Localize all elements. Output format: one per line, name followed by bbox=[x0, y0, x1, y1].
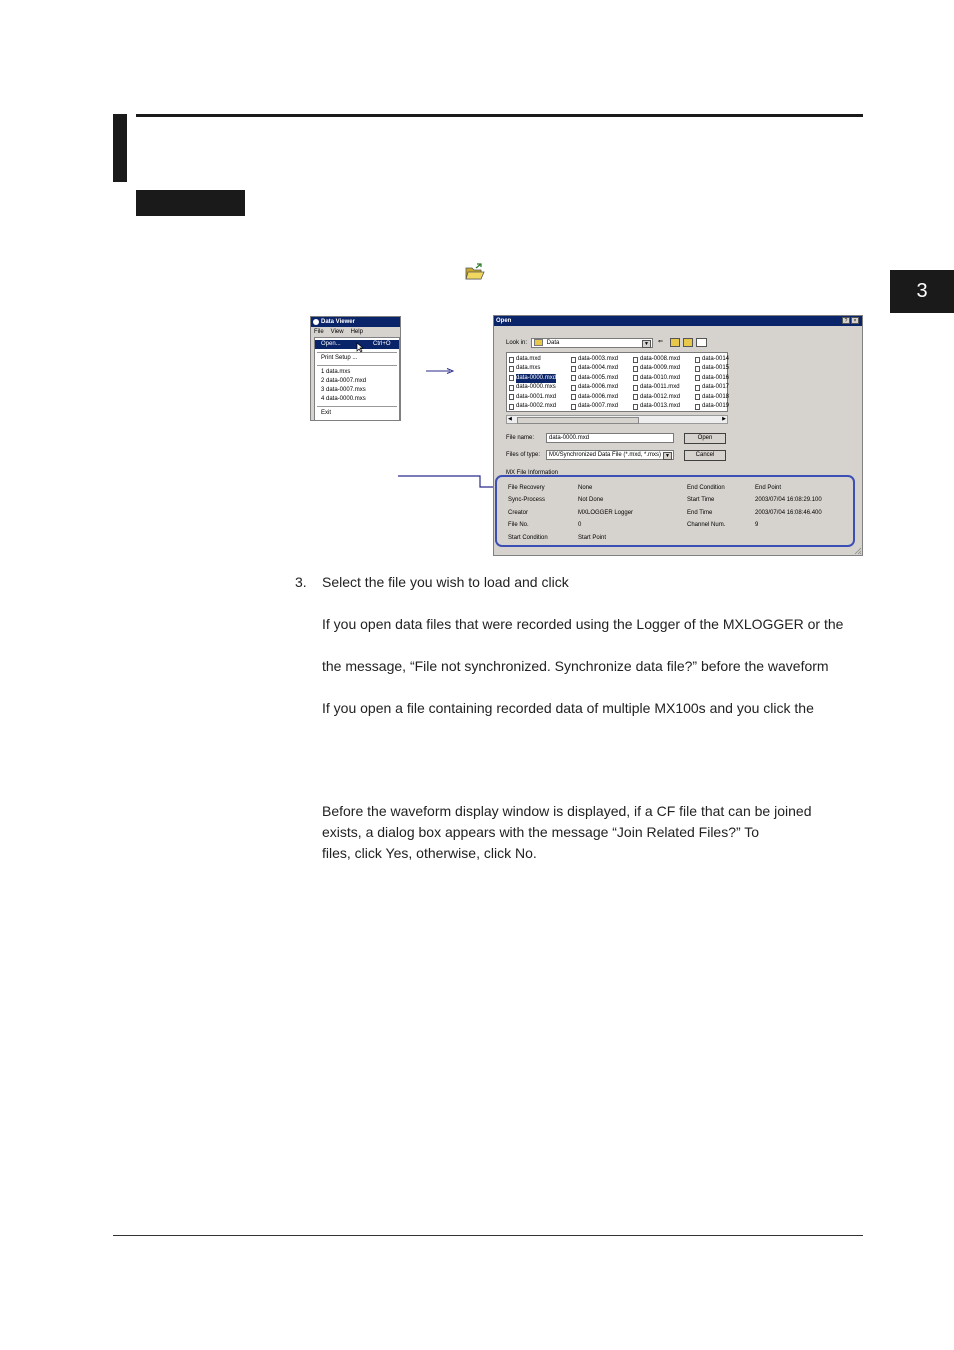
list-item[interactable]: data.mxs bbox=[509, 364, 556, 373]
info-label: File No. bbox=[508, 522, 529, 528]
info-value: Not Done bbox=[578, 497, 604, 503]
file-column-4 bbox=[695, 355, 729, 411]
menu-item-open[interactable]: Open... Ctrl+O bbox=[315, 340, 399, 349]
view-menu-icon[interactable] bbox=[696, 338, 707, 347]
files-of-type-select[interactable]: MX/Synchronized Data File (*.mxd, *.mxs) ▼ bbox=[546, 450, 674, 460]
info-value: 9 bbox=[755, 522, 759, 528]
open-dialog-screenshot bbox=[493, 315, 863, 556]
list-item[interactable]: data-0003.mxd bbox=[571, 355, 618, 364]
close-button[interactable]: × bbox=[851, 317, 859, 324]
info-label: Start Time bbox=[687, 497, 715, 503]
list-item[interactable]: data-0005.mxd bbox=[571, 374, 618, 383]
file-icon bbox=[633, 394, 638, 400]
list-item[interactable]: data-0002.mxd bbox=[509, 402, 556, 411]
paragraph: If you open data files that were recorded using the Logger of the MXLOGGER or the bbox=[322, 616, 844, 632]
file-icon bbox=[633, 357, 638, 363]
info-label: Start Condition bbox=[508, 535, 548, 541]
file-icon bbox=[509, 385, 514, 391]
info-value: End Point bbox=[755, 485, 782, 491]
menu-file[interactable]: File bbox=[314, 329, 324, 335]
list-item[interactable]: data-0000.mxs bbox=[509, 383, 556, 392]
chevron-down-icon: ▼ bbox=[663, 452, 672, 460]
list-item[interactable]: data-0018 bbox=[695, 393, 729, 402]
info-label: Sync-Process bbox=[508, 497, 546, 503]
files-of-type-label: Files of type: bbox=[506, 452, 541, 458]
paragraph: If you open a file containing recorded data of multiple MX100s and you click the bbox=[322, 700, 814, 716]
file-icon bbox=[509, 357, 514, 363]
look-in-select[interactable]: Data ▼ bbox=[531, 338, 653, 348]
file-icon bbox=[509, 394, 514, 400]
file-icon bbox=[633, 375, 638, 381]
file-icon bbox=[695, 404, 700, 410]
scroll-thumb[interactable] bbox=[517, 417, 639, 424]
app-icon bbox=[313, 319, 319, 325]
open-folder-icon bbox=[465, 263, 485, 281]
list-item[interactable]: data-0001.mxd bbox=[509, 393, 556, 402]
menu-separator bbox=[317, 406, 397, 407]
list-item[interactable]: data-0009.mxd bbox=[633, 364, 680, 373]
dialog-title: Open bbox=[496, 318, 512, 324]
list-item[interactable]: data-0007.mxd bbox=[571, 402, 618, 411]
file-icon bbox=[695, 357, 700, 363]
list-item[interactable]: data-0017 bbox=[695, 383, 729, 392]
info-value: Start Point bbox=[578, 535, 607, 541]
menu-help[interactable]: Help bbox=[350, 329, 363, 335]
step-number: 3. bbox=[295, 574, 307, 590]
list-item[interactable]: data-0019 bbox=[695, 402, 729, 411]
list-item-selected[interactable]: data-0000.mxd bbox=[509, 374, 556, 383]
file-icon bbox=[509, 375, 514, 381]
list-item[interactable]: data-0011.mxd bbox=[633, 383, 680, 392]
paragraph: Before the waveform display window is displayed, if a CF file that can be joined bbox=[322, 803, 812, 819]
info-value: MXLOGGER Logger bbox=[578, 510, 634, 516]
info-value: 2003/07/04 16:08:46.400 bbox=[755, 510, 822, 516]
cancel-button[interactable]: Cancel bbox=[684, 450, 726, 461]
info-value: None bbox=[578, 485, 593, 491]
back-icon[interactable]: ⇐ bbox=[658, 339, 664, 345]
chevron-down-icon: ▼ bbox=[642, 340, 651, 348]
file-icon bbox=[509, 404, 514, 410]
list-item[interactable]: data-0015 bbox=[695, 364, 729, 373]
file-icon bbox=[695, 385, 700, 391]
menu-item-exit[interactable]: Exit bbox=[321, 410, 332, 416]
folder-icon bbox=[534, 339, 543, 346]
up-folder-icon[interactable] bbox=[670, 338, 680, 347]
info-value: 2003/07/04 16:08:29.100 bbox=[755, 497, 822, 503]
list-item[interactable]: data-0004.mxd bbox=[571, 364, 618, 373]
file-name-label: File name: bbox=[506, 435, 535, 441]
info-label: End Time bbox=[687, 510, 713, 516]
list-item[interactable]: data-0013.mxd bbox=[633, 402, 680, 411]
chapter-number: 3 bbox=[916, 280, 928, 302]
open-button[interactable]: Open bbox=[684, 433, 726, 444]
footer-rule bbox=[113, 1235, 863, 1236]
list-item[interactable]: data-0006.mxd bbox=[571, 393, 618, 402]
info-label: End Condition bbox=[687, 485, 725, 491]
menu-window-title: Data Viewer bbox=[311, 317, 400, 327]
list-item[interactable]: data-0016 bbox=[695, 374, 729, 383]
menu-bar bbox=[311, 327, 400, 337]
callout-line bbox=[398, 468, 498, 492]
file-icon bbox=[695, 375, 700, 381]
scroll-left-icon[interactable]: ◀ bbox=[508, 416, 512, 422]
file-list[interactable] bbox=[506, 352, 728, 412]
menu-item-print-setup[interactable]: Print Setup ... bbox=[321, 355, 358, 361]
mouse-cursor-icon bbox=[356, 342, 364, 353]
menu-separator bbox=[317, 365, 397, 366]
list-item[interactable]: data-0012.mxd bbox=[633, 393, 680, 402]
file-icon bbox=[571, 375, 576, 381]
file-icon bbox=[633, 404, 638, 410]
file-column-1 bbox=[509, 355, 556, 411]
resize-grip-icon[interactable] bbox=[854, 547, 862, 555]
data-viewer-menu-screenshot bbox=[310, 316, 401, 421]
scroll-right-icon[interactable]: ▶ bbox=[722, 416, 726, 422]
file-icon bbox=[571, 394, 576, 400]
paragraph: files, click Yes, otherwise, click No. bbox=[322, 845, 537, 861]
help-button[interactable]: ? bbox=[842, 317, 850, 324]
file-icon bbox=[571, 357, 576, 363]
menu-item-recent-1[interactable]: 1 data.mxs bbox=[321, 369, 351, 375]
section-marker-bar bbox=[113, 114, 127, 182]
list-item[interactable]: data-0014 bbox=[695, 355, 729, 364]
new-folder-icon[interactable] bbox=[683, 338, 693, 347]
file-icon bbox=[571, 366, 576, 372]
file-icon bbox=[571, 385, 576, 391]
info-label: Channel Num. bbox=[687, 522, 726, 528]
file-column-2 bbox=[571, 355, 618, 411]
dialog-title-bar bbox=[494, 316, 862, 326]
header-rule bbox=[136, 114, 863, 117]
file-name-input[interactable]: data-0000.mxd bbox=[546, 433, 674, 443]
paragraph: the message, “File not synchronized. Synchronize data file?” before the waveform bbox=[322, 658, 829, 674]
info-group-title: MX File Information bbox=[506, 470, 559, 476]
menu-view[interactable]: View bbox=[330, 329, 344, 335]
procedure-tag-bar bbox=[136, 190, 245, 216]
file-icon bbox=[509, 366, 514, 372]
look-in-label: Look in: bbox=[506, 340, 528, 346]
menu-item-recent-3[interactable]: 3 data-0007.mxs bbox=[321, 387, 366, 393]
info-label: Creator bbox=[508, 510, 529, 516]
list-item[interactable]: data-0010.mxd bbox=[633, 374, 680, 383]
file-icon bbox=[633, 385, 638, 391]
step-3-text: Select the file you wish to load and click bbox=[322, 574, 569, 590]
chapter-tab bbox=[890, 270, 954, 313]
menu-item-recent-4[interactable]: 4 data-0000.mxs bbox=[321, 396, 366, 402]
file-info-highlight bbox=[495, 475, 855, 547]
menu-item-recent-2[interactable]: 2 data-0007.mxd bbox=[321, 378, 367, 384]
file-column-3 bbox=[633, 355, 680, 411]
info-label: File Recovery bbox=[508, 485, 545, 491]
list-item[interactable]: data-0008.mxd bbox=[633, 355, 680, 364]
horizontal-scrollbar[interactable] bbox=[506, 415, 728, 424]
arrow-right-icon bbox=[426, 368, 454, 374]
info-value: 0 bbox=[578, 522, 582, 528]
list-item[interactable]: data.mxd bbox=[509, 355, 556, 364]
file-icon bbox=[695, 366, 700, 372]
file-icon bbox=[571, 404, 576, 410]
file-icon bbox=[695, 394, 700, 400]
paragraph: exists, a dialog box appears with the message “Join Related Files?” To bbox=[322, 824, 760, 840]
list-item[interactable]: data-0006.mxd bbox=[571, 383, 618, 392]
file-icon bbox=[633, 366, 638, 372]
